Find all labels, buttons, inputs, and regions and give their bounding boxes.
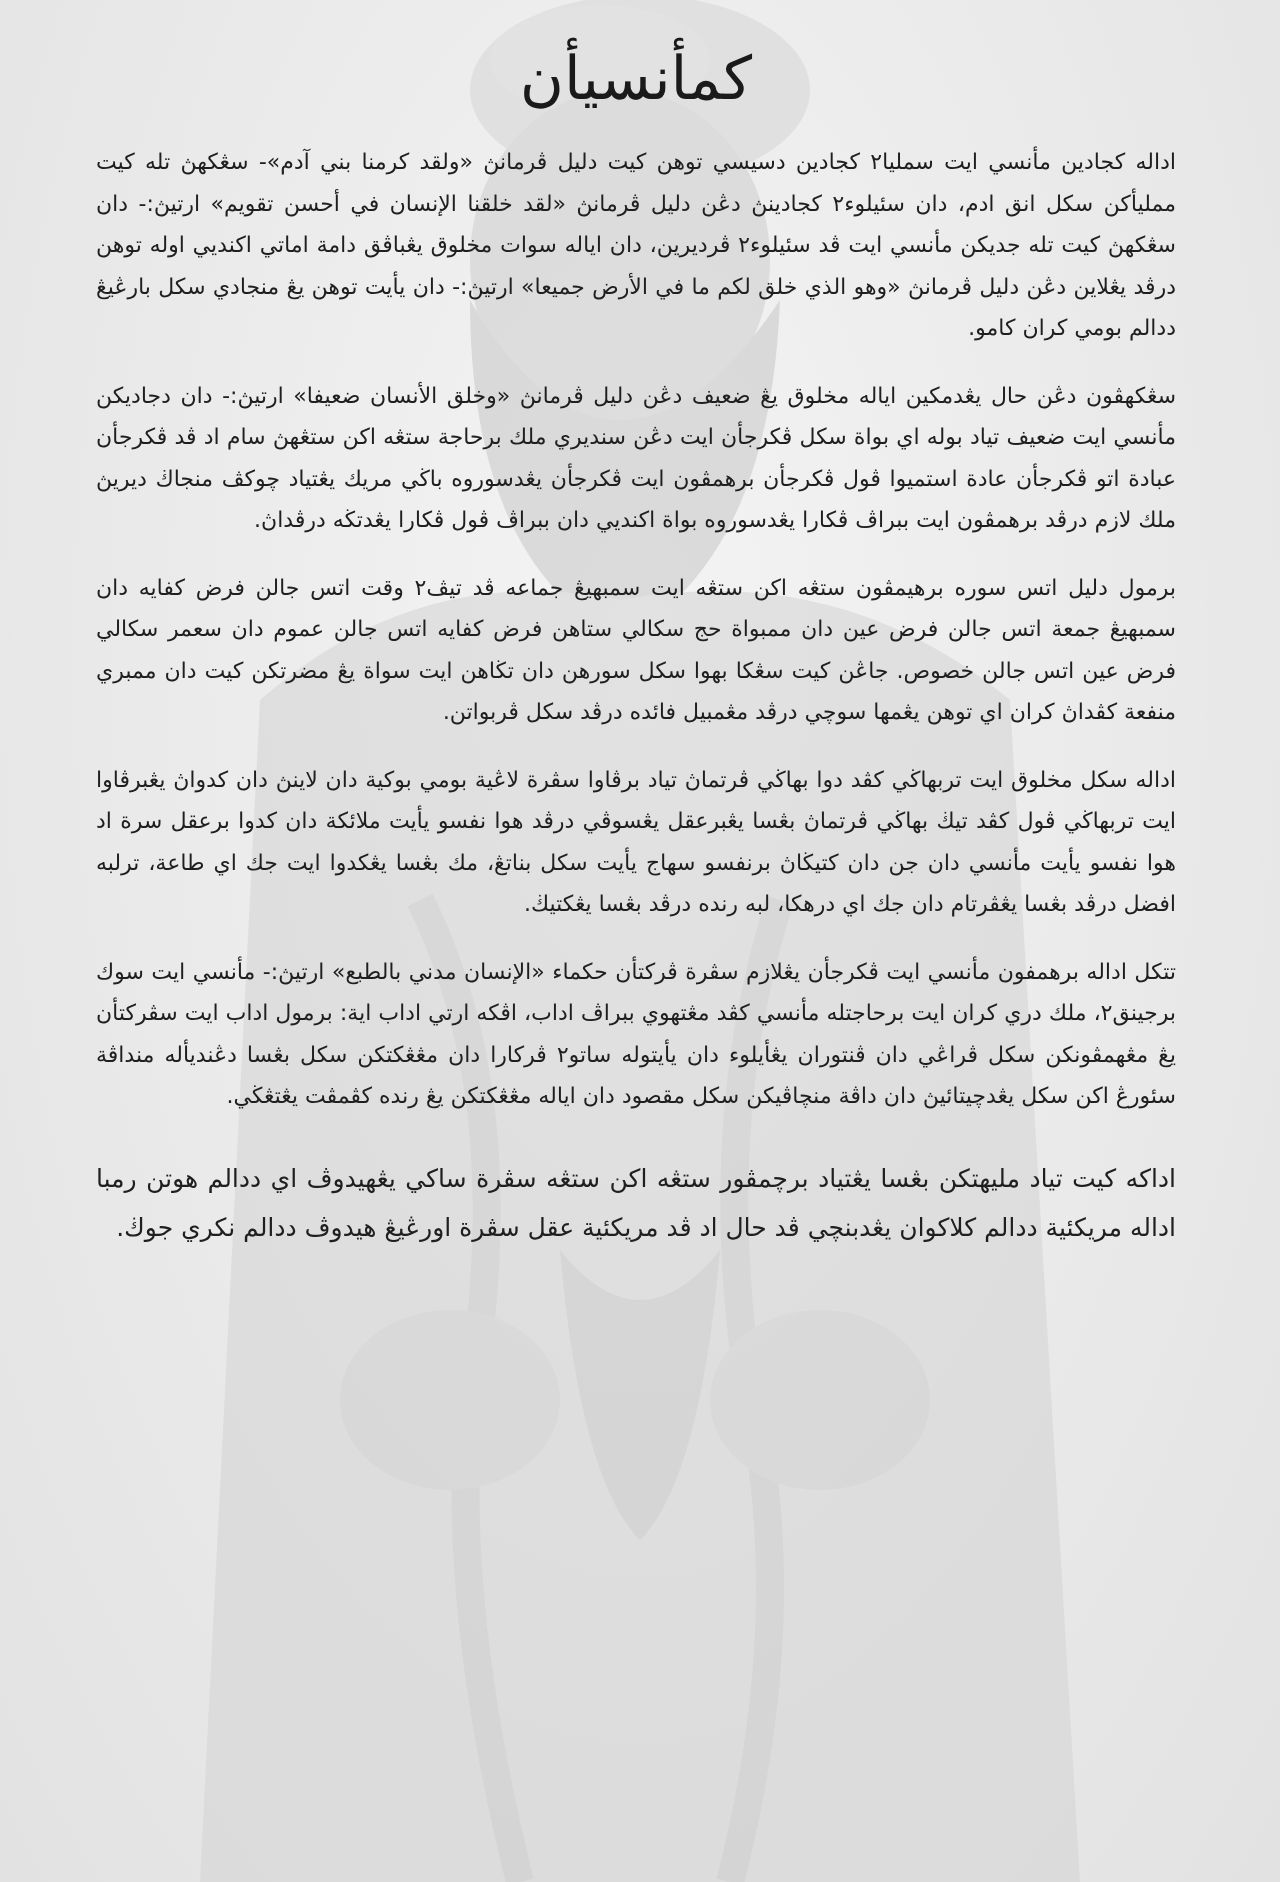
article xyxy=(96,40,1176,1278)
paragraph-5: تتكل اداله برهمفون مأنسي ايت ڤكرجأن يڠلازم سڤرة ڤركتأن حكماء «الإنسان مدني بالطبع» ارتيڽ:- مأنسي ايت سوك برجينق٢، ملك دري كران ايت برحاجتله مأنسي كڤد مڠتهوي ببراڤ اداب، اڤكه ارتي اداب اية: برمول اداب ايت سڤركتأن يڠ مڠهمڤونكن سكل ڤراڠي دان ڤنتوران يڠأيلوء دان يأيتوله ساتو٢ ڤركارا دان مڠڠكتكن سكل بڠسا دڠنديأله منداڤة سئورڠ اكن سكل يڠدچيتائيڽ دان داڤة منچاڤيكن سكل مقصود دان اياله مڠڠكتكن يڠ رنده كڤمڤت يڠتڠڬي. xyxy=(96,959,1176,1109)
paragraph-1: اداله كجادين مأنسي ايت سمليا٢ كجادين دسيسي توهن كيت دليل ڤرمانڽ «ولقد كرمنا بني آدم»- سڠكهڽ تله كيت ممليأكن سكل انق ادم، دان سئيلوء٢ كجادينڽ دڠن دليل ڤرمانڽ «لقد خلقنا الإنسان في أحسن تقويم» ارتيڽ:- دان سڠكهڽ كيت تله جديكن مأنسي ايت ڤد سئيلوء٢ ڤرديرين، دان اياله سوات مخلوق يڠباڤق دامة اماتي اكنديي اوله توهن درڤد يڠلاين دڠن دليل ڤرمانڽ «وهو الذي خلق لكم ما في الأرض جميعا» ارتيڽ:- دان يأيت توهن يڠ منجادي سكل بارڠيڠ ددالم بومي كران كامو. xyxy=(96,150,1176,341)
paragraph-4: اداله سكل مخلوق ايت تربهاڬي كڤد دوا بهاڬي ڤرتماڽ تياد برڤاوا سڤرة لاڠية بومي بوكية دان لاينڽ دان كدواڽ يڠبرڤاوا ايت تربهاڬي ڤول كڤد تيڬ بهاڬي ڤرتماڽ بڠسا يڠبرعقل يڠسوڤي درڤد هوا نفسو يأيت ملائكة دان كدوا برعقل سرة اد هوا نفسو يأيت مأنسي دان جن دان كتيڬاڽ برنفسو سهاج يأيت سكل بناتڠ، مك بڠسا يڠكدوا ايت جك اي طاعة، ترلبه افضل درڤد بڠسا يڠڤرتام دان جك اي درهكا، لبه رنده درڤد بڠسا يڠكتيڬ. xyxy=(96,767,1176,917)
page-title: كمأنسيأن xyxy=(519,44,753,114)
paragraph-2: سڠكهڤون دڠن حال يڠدمكين اياله مخلوق يڠ ضعيف دڠن دليل ڤرمانڽ «وخلق الأنسان ضعيفا» ارتيڽ:- دان دجاديكن مأنسي ايت ضعيف تياد بوله اي بواة سكل ڤكرجأن ايت دڠن سنديري ملك برحاجة ستڠه اكن ستڠهڽ سام اد ڤد ڤكرجأن عبادة اتو ڤكرجأن عادة استميوا ڤول ڤكرجأن برهمڤون ايت ڤكرجأن يڠدسوروه باڬي مريك يڠتياد چوكڤ منجاڬ ديريڽ ملك لازم درڤد برهمڤون ايت ببراڤ ڤكارا يڠدسوروه بواة اكنديي دان ببراڤ ڤول ڤكارا يڠدتڬه درڤداڽ. xyxy=(96,383,1176,533)
paragraph-3: برمول دليل اتس سوره برهيمڤون ستڠه اكن ستڠه ايت سمبهيڠ جماعه ڤد تيڤ٢ وقت اتس جالن فرض كفايه دان سمبهيڠ جمعة اتس جالن فرض عين دان ممبواة حج سكالي ستاهن فرض كفايه اتس جالن عموم دان سعمر سكالي فرض عين اتس جالن خصوص. جاڠن كيت سڠكا بهوا سكل سورهن دان تڬاهن ايت سواة يڠ مضرتكن كيت دان ممبري منفعة كڤداڽ كران اي توهن يڠمها سوچي درڤد مڠمبيل فائده درڤد سكل ڤربواتن. xyxy=(96,575,1177,725)
paragraph-6: اداكه كيت تياد مليهتكن بڠسا يڠتياد برچمڤور ستڠه اكن ستڠه سڤرة ساكي يڠهيدوڤ اي ددالم هوتن رمبا اداله مريكئية ددالم كلاكوان يڠدبنچي ڤد حال اد ڤد مريكئية عقل سڤرة اورڠيڠ هيدوڤ ددالم نكري جوڬ. xyxy=(96,1163,1176,1242)
